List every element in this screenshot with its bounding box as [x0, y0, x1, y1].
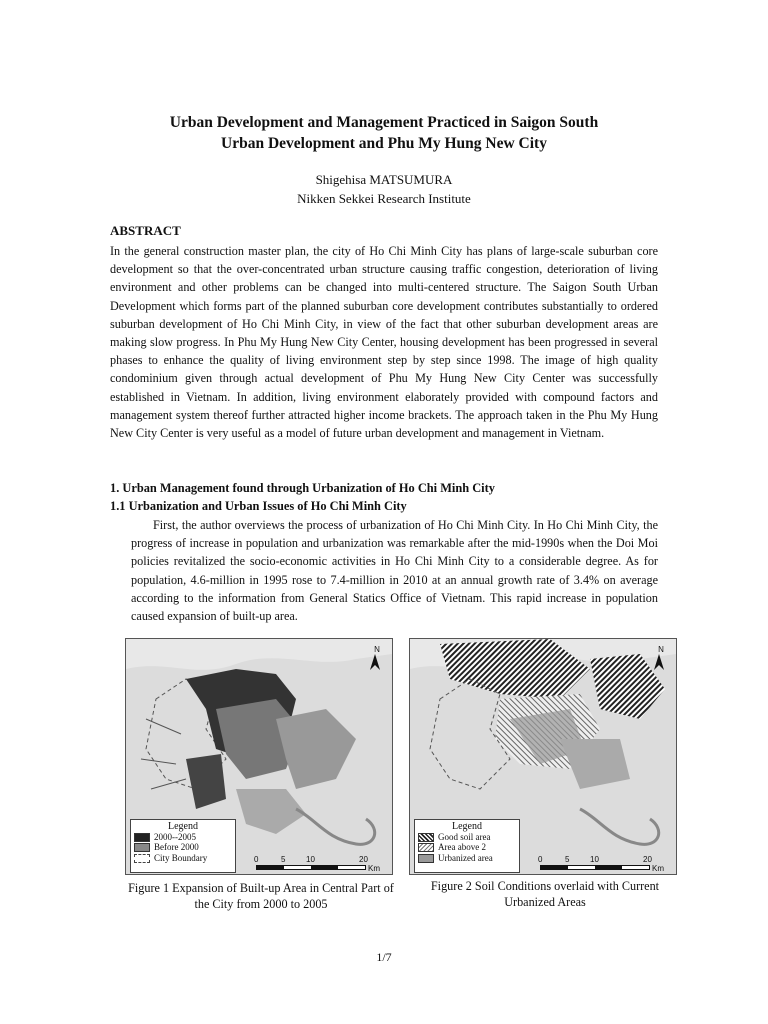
page-number: 1/7: [376, 950, 392, 964]
section-paragraph: First, the author overviews the process of urbanization of Ho Chi Minh City. In Ho Chi Minh City, the progress of increase in population and urbanization was remarkable after the mid-1990s when the Doi Moi policies revitalized the socio-economic activities in Ho Chi Minh City to a considerable degree. As for population, 4.6-million in 1995 rose to 7.4-million in 2010 at an annual growth rate of 3.4% on average according to the information from General Statics Office of Vietnam. This rapid increase in population caused expansion of built-up area.: [131, 518, 658, 624]
abstract-text: In the general construction master plan, the city of Ho Chi Minh City has plans of large-scale suburban core development so that the over-concentrated urban structure causing traffic congestion, deterioration of living environment and other problems can be changed into multi-centered structure. The Saigon South Urban Development which forms part of the planned suburban core development contributes substantially to ordered suburban development of Ho Chi Minh City, in view of the fact that other suburban development areas are making slow progress. In Phu My Hung New City Center, housing development has been progressed in several phases to enhance the quality of living environment step by step since 1998. The image of high quality condominium given through actual development of Phu My Hung New City Center was successfully established in Vietnam. In addition, living environment elaborately provided with compound factors and management system thereof further attracted higher income brackets. The approach taken in the Phu My Hung New City Center is very useful as a model of future urban development and management in Vietnam.: [110, 244, 658, 441]
legend-item: Area above 2: [415, 843, 519, 854]
legend-item: Urbanized area: [415, 853, 519, 864]
figure-1-map: [125, 638, 393, 875]
figure-2-map: [409, 638, 677, 875]
legend-item: 2000--2005: [131, 832, 235, 843]
swatch-gray: [418, 854, 434, 863]
section-heading: 1. Urban Management found through Urbanization of Ho Chi Minh City: [110, 481, 495, 495]
author-name: Shigehisa MATSUMURA: [315, 172, 453, 187]
figure-2-legend: [414, 819, 520, 873]
swatch-dark: [134, 833, 150, 842]
title-line-1: Urban Development and Management Practiced in Saigon South: [169, 114, 599, 131]
subsection-heading: 1.1 Urbanization and Urban Issues of Ho Chi Minh City: [110, 499, 407, 513]
north-arrow-icon: N: [370, 645, 384, 670]
legend-item: Good soil area: [415, 832, 519, 843]
legend-item: City Boundary: [131, 853, 235, 864]
swatch-light-hatch: [418, 843, 434, 852]
swatch-dashed: [134, 854, 150, 863]
figure-1-legend: [130, 819, 236, 873]
legend-item: Before 2000: [131, 843, 235, 854]
paper-title: [0, 112, 768, 154]
swatch-hatch: [418, 833, 434, 842]
author-block: [0, 170, 768, 208]
figure-2-caption: Figure 2 Soil Conditions overlaid with Current Urbanized Areas: [430, 879, 660, 909]
abstract-heading: ABSTRACT: [110, 223, 181, 238]
scale-bar: 0 5 10 20 Km: [538, 855, 664, 873]
figure-1-caption: Figure 1 Expansion of Built-up Area in Central Part of the City from 2000 to 2005: [128, 881, 394, 911]
legend-title: Legend: [168, 821, 198, 832]
legend-title: Legend: [452, 821, 482, 832]
author-affiliation: Nikken Sekkei Research Institute: [297, 191, 471, 206]
title-line-2: Urban Development and Phu My Hung New City: [221, 135, 547, 152]
scale-bar: 0 5 10 20 Km: [254, 855, 380, 873]
north-arrow-icon: N: [654, 645, 668, 670]
swatch-mid: [134, 843, 150, 852]
